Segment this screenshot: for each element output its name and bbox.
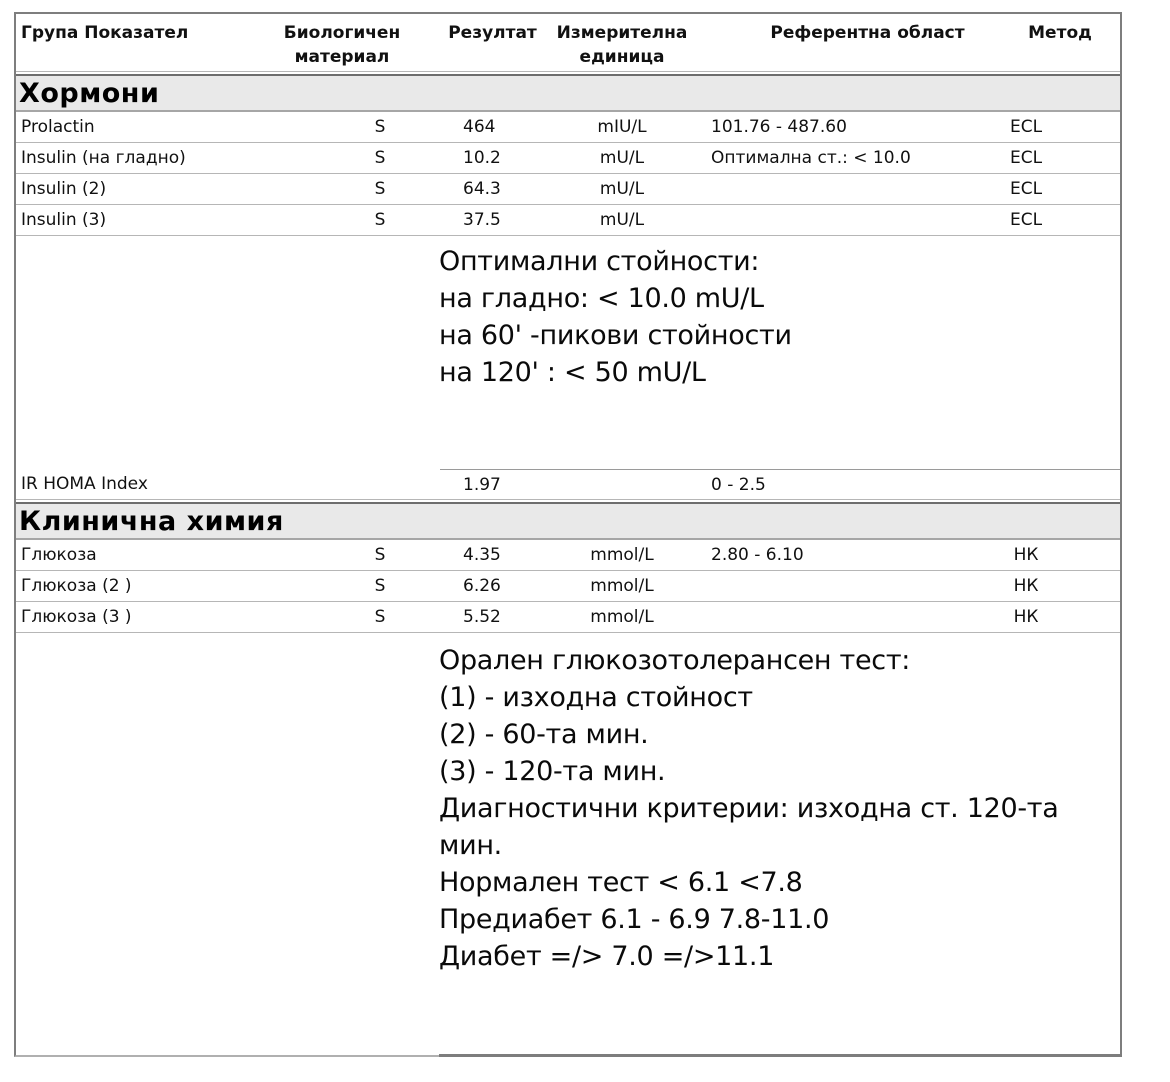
note-line: Нормален тест < 6.1 <7.8: [439, 867, 803, 898]
section-header-hormones: [16, 74, 1120, 112]
cell-unit: mmol/L: [590, 576, 654, 596]
cell-result: 1.97: [440, 469, 562, 499]
note-line: (2) - 60-та мин.: [439, 719, 649, 750]
table-row: [16, 112, 1120, 143]
cell-test-name: Insulin (3): [21, 210, 107, 230]
note-line: Диабет =/> 7.0 =/>11.1: [439, 941, 775, 972]
table-row: [16, 205, 1120, 236]
note-line: на гладно: < 10.0 mU/L: [439, 283, 764, 314]
header-result: Резултат: [448, 23, 537, 43]
cell-method: ECL: [1009, 117, 1043, 137]
cell-test-name: Insulin (на гладно): [21, 148, 186, 168]
cell-material: S: [374, 210, 386, 230]
table-row: [16, 540, 1120, 571]
note-line: Диагностични критерии: изходна ст. 120-та: [439, 793, 1059, 824]
cell-reference: Оптимална ст.: < 10.0: [711, 148, 911, 168]
section-title: Клинична химия: [19, 505, 284, 537]
note-line: мин.: [439, 830, 502, 861]
cell-material: S: [374, 607, 386, 627]
cell-material: S: [374, 545, 386, 565]
cell-test-name: IR HOMA Index: [21, 474, 148, 494]
cell-test-name: Глюкоза (3 ): [21, 607, 132, 627]
cell-material: S: [374, 576, 386, 596]
table-row: [16, 143, 1120, 174]
header-group-indicator: Група Показател: [21, 23, 189, 43]
table-row: [16, 174, 1120, 205]
cell-result: 6.26: [463, 576, 501, 596]
note-line: на 120' : < 50 mU/L: [439, 357, 706, 388]
note-line: Оптимални стойности:: [439, 246, 760, 277]
cell-unit: mmol/L: [590, 607, 654, 627]
cell-method: ECL: [1009, 148, 1043, 168]
cell-result: 5.52: [463, 607, 501, 627]
cell-result: 64.3: [463, 179, 501, 199]
cell-method: НК: [1013, 607, 1039, 627]
section-header-clinical-chemistry: [16, 502, 1120, 540]
cell-test-name: Глюкоза: [21, 545, 97, 565]
section-title: Хормони: [19, 77, 160, 109]
cell-result: 464: [463, 117, 496, 137]
cell-reference: 101.76 - 487.60: [711, 117, 847, 137]
cell-method: [932, 469, 1120, 499]
cell-material: S: [374, 148, 386, 168]
header-reference-range: Референтна област: [770, 23, 965, 43]
cell-reference: [682, 205, 932, 235]
cell-unit: [562, 469, 682, 499]
cell-material: S: [374, 179, 386, 199]
cell-test-name: Insulin (2): [21, 179, 107, 199]
cell-method: НК: [1013, 545, 1039, 565]
cell-material: [320, 469, 440, 499]
note-line: Орален глюкозотолерансен тест:: [439, 645, 911, 676]
cell-test-name: Глюкоза (2 ): [21, 576, 132, 596]
cell-method: НК: [1013, 576, 1039, 596]
table-row-ir-homa: [16, 469, 1120, 500]
header-biological-material: Биологичен материал: [283, 23, 401, 67]
cell-reference: [682, 174, 932, 204]
cell-material: S: [374, 117, 386, 137]
cell-result: 4.35: [463, 545, 501, 565]
cell-result: 10.2: [463, 148, 501, 168]
table-row: [16, 571, 1120, 602]
table-row: [16, 602, 1120, 633]
table-header-row: [16, 14, 1120, 72]
cell-result: 37.5: [463, 210, 501, 230]
note-ogtt-criteria: [16, 633, 1120, 1055]
cell-method: ECL: [1009, 179, 1043, 199]
note-line: (1) - изходна стойност: [439, 682, 753, 713]
note-insulin-optimal-values: [16, 236, 1120, 469]
note-line: (3) - 120-та мин.: [439, 756, 666, 787]
cell-unit: mmol/L: [590, 545, 654, 565]
results-table: [14, 12, 1122, 1057]
table-bottom-border-dark: [439, 1054, 1122, 1057]
cell-unit: mU/L: [599, 179, 645, 199]
cell-unit: mIU/L: [597, 117, 647, 137]
note-line: на 60' -пикови стойности: [439, 320, 792, 351]
cell-unit: mU/L: [599, 210, 645, 230]
cell-unit: mU/L: [599, 148, 645, 168]
cell-reference: 2.80 - 6.10: [711, 545, 804, 565]
cell-reference: [682, 571, 932, 601]
cell-method: ECL: [1009, 210, 1043, 230]
cell-test-name: Prolactin: [21, 117, 95, 137]
header-measurement-unit: Измерителна единица: [556, 23, 688, 67]
cell-reference: 0 - 2.5: [682, 469, 932, 499]
cell-reference: [682, 602, 932, 632]
note-line: Предиабет 6.1 - 6.9 7.8-11.0: [439, 904, 830, 935]
header-method: Метод: [1028, 23, 1092, 43]
